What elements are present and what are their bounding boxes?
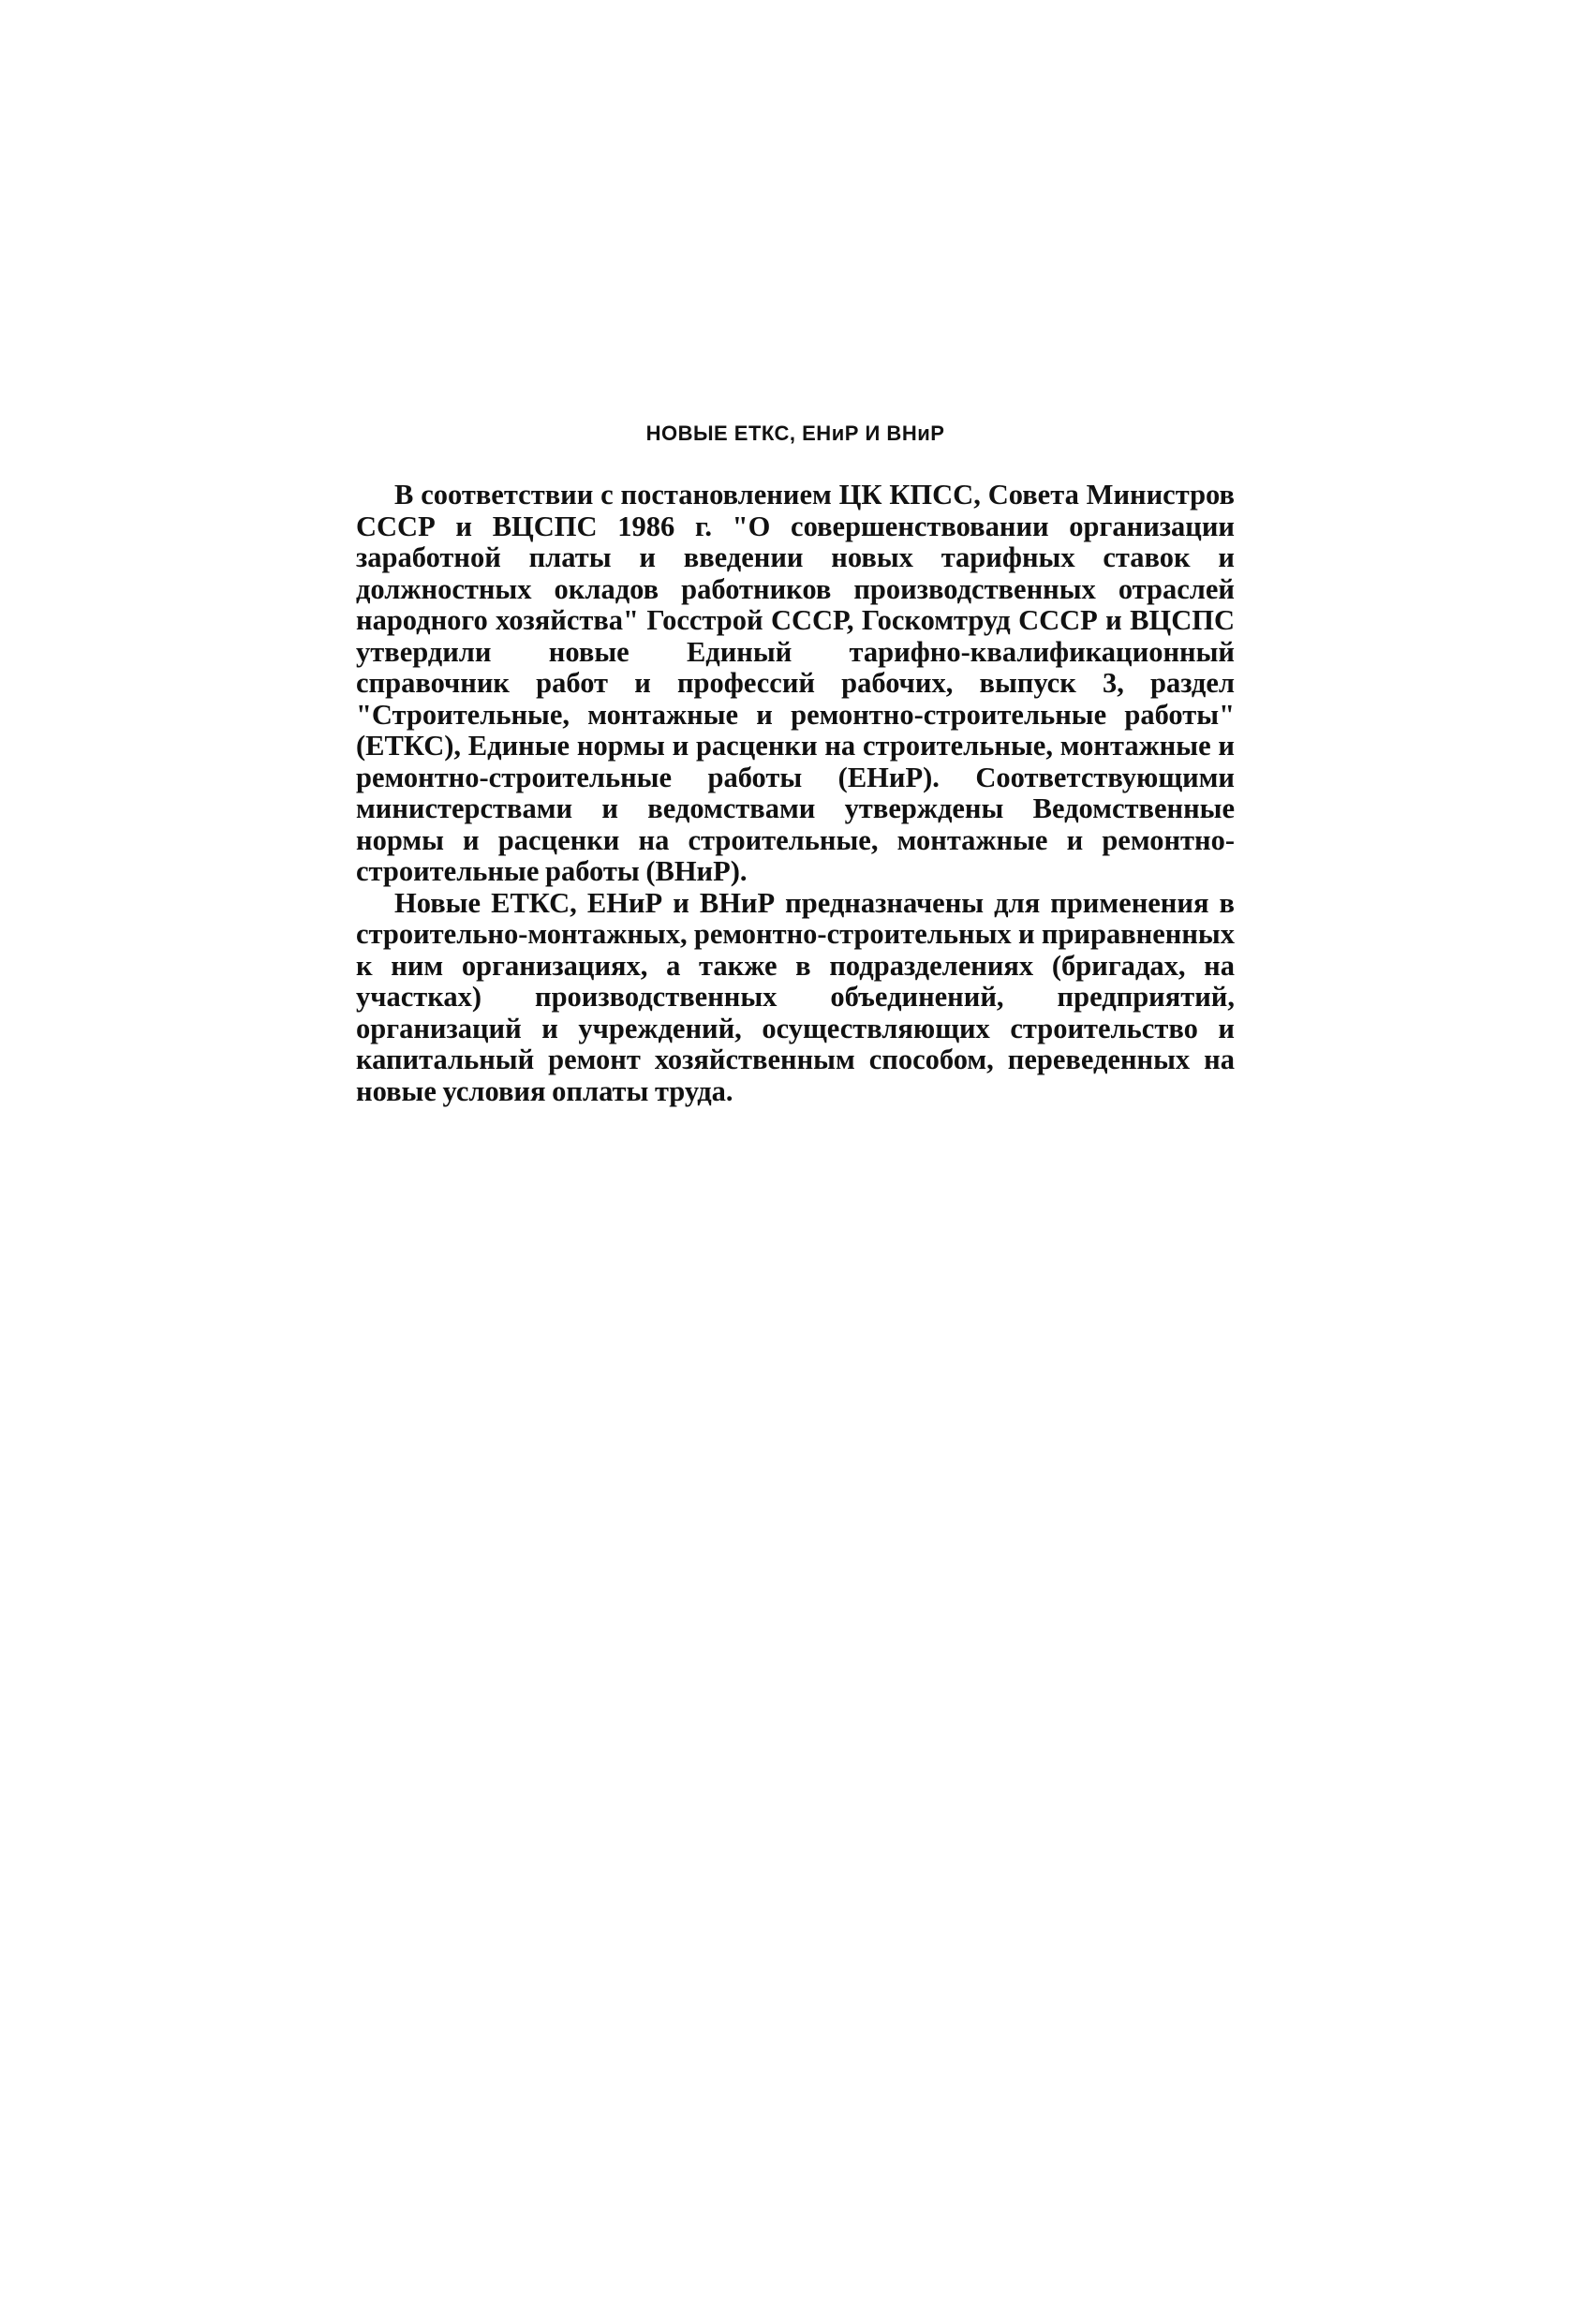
document-body xyxy=(356,423,1235,1107)
document-heading: НОВЫЕ ЕТКС, ЕНиР И ВНиР xyxy=(645,422,945,445)
paragraph-1: В соответствии с постановлением ЦК КПСС, Совета Министров СССР и ВЦСПС 1986 г. "О совершенствовании организации заработной платы и введении новых тарифных ставок и должностных окладов работников производственных отраслей народного хозяйства" Госстрой СССР, Госкомтруд СССР и ВЦСПС утвердили новые Единый тарифно-квалификационный справочник работ и профессий рабочих, выпуск 3, раздел "Строительные, монтажные и ремонтно-строительные работы" (ЕТКС), Единые нормы и расценки на строительные, монтажные и ремонтно-строительные работы (ЕНиР). Соответствующими министерствами и ведомствами утверждены Ведомственные нормы и расценки на строительные, монтажные и ремонтно-строительные работы (ВНиР). xyxy=(356,479,1235,887)
paragraph-2: Новые ЕТКС, ЕНиР и ВНиР предназначены для применения в строительно-монтажных, ремонтно-строительных и приравненных к ним организациях, а также в подразделениях (бригадах, на участках) производственных объединений, предприятий, организаций и учреждений, осуществляющих строительство и капитальный ремонт хозяйственным способом, переведенных на новые условия оплаты труда. xyxy=(356,886,1235,1107)
